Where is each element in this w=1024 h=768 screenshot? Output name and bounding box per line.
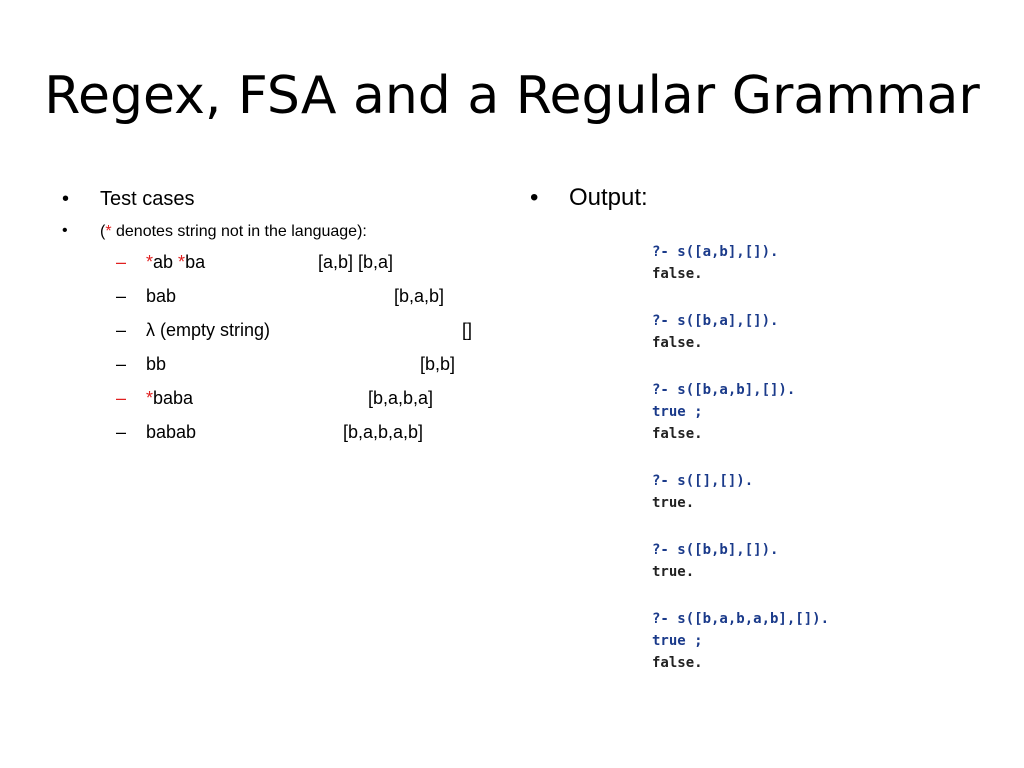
dash-marker: – — [116, 354, 127, 374]
red-star: * — [146, 252, 154, 272]
query-line: ?- s([b,a],[]). — [652, 313, 779, 329]
case-list: [a,b] [b,a] — [318, 252, 394, 272]
legend-paren: ( — [100, 223, 106, 240]
query-line: ?- s([b,a,b,a,b],[]). — [652, 611, 830, 627]
case-list: [b,a,b] — [394, 286, 445, 306]
result-line: false. — [652, 266, 703, 282]
slide-title: Regex, FSA and a Regular Grammar — [44, 66, 980, 126]
test-case-item: bab — [146, 286, 177, 306]
result-line: false. — [652, 335, 703, 351]
prolog-output — [652, 244, 872, 684]
case-text: ab — [153, 252, 179, 272]
query-line: ?- s([],[]). — [652, 473, 754, 489]
dash-marker: – — [116, 286, 127, 306]
result-line: true ; — [652, 633, 703, 649]
dash-marker: – — [116, 252, 127, 272]
bullet-dot: • — [62, 222, 68, 239]
case-list: [b,b] — [420, 354, 456, 374]
bullet-test-cases: Test cases — [100, 188, 195, 210]
case-text: baba — [153, 388, 194, 408]
case-list: [b,a,b,a,b] — [343, 422, 424, 442]
query-line: ?- s([b,a,b],[]). — [652, 382, 796, 398]
result-line: true. — [652, 564, 695, 580]
legend-star: * — [105, 223, 112, 240]
result-line: false. — [652, 426, 703, 442]
query-line: ?- s([b,b],[]). — [652, 542, 779, 558]
case-text: ba — [185, 252, 206, 272]
output-label: Output: — [569, 184, 648, 211]
legend-text: denotes string not in the language): — [111, 223, 367, 240]
test-case-item: babab — [146, 422, 197, 442]
bullet-dot: • — [62, 188, 70, 210]
query-line: ?- s([a,b],[]). — [652, 244, 779, 260]
result-line: true ; — [652, 404, 703, 420]
case-list: [] — [462, 320, 473, 340]
case-list: [b,a,b,a] — [368, 388, 434, 408]
dash-marker: – — [116, 320, 127, 340]
bullet-dot: • — [530, 184, 539, 211]
test-case-item — [146, 388, 193, 409]
result-line: false. — [652, 655, 703, 671]
dash-marker: – — [116, 388, 127, 408]
red-star: * — [178, 252, 186, 272]
dash-marker: – — [116, 422, 127, 442]
bullet-legend — [100, 223, 367, 241]
test-case-item: λ (empty string) — [146, 320, 271, 340]
red-star: * — [146, 388, 154, 408]
test-case-item — [146, 252, 205, 273]
test-case-item: bb — [146, 354, 167, 374]
result-line: true. — [652, 495, 695, 511]
